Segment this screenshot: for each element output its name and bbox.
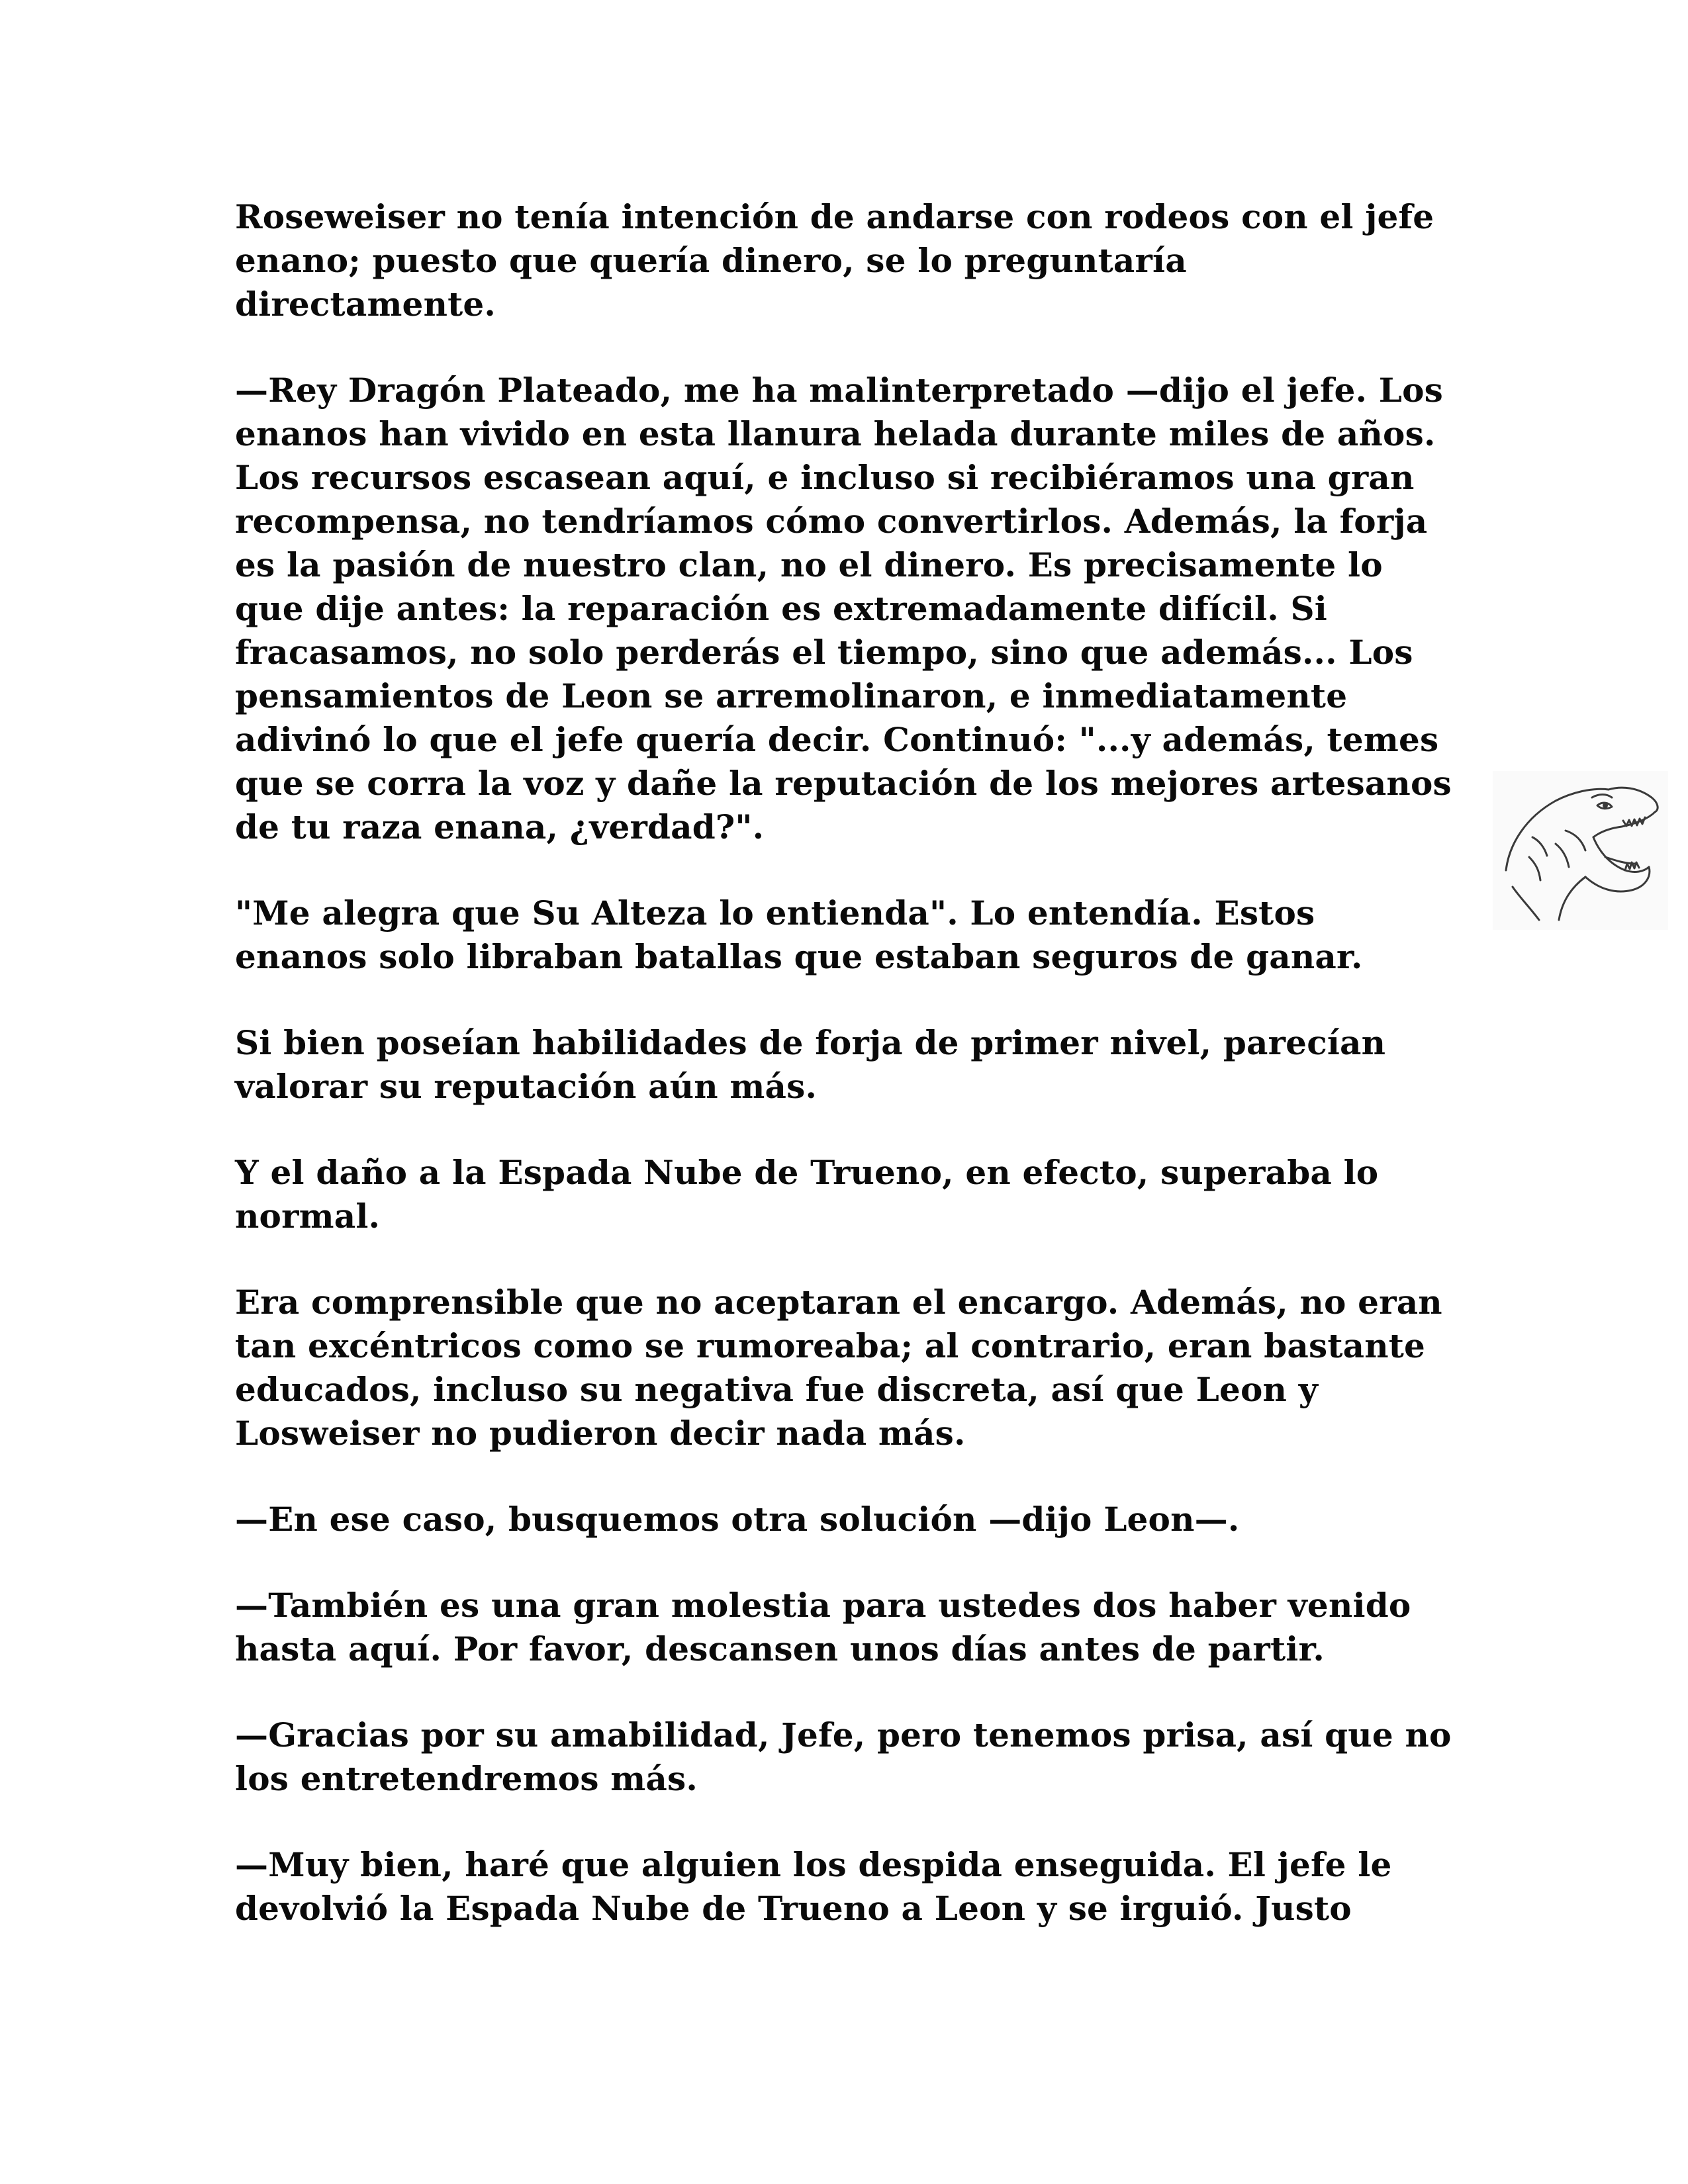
paragraph-8: —También es una gran molestia para ustedes dos haber venido hasta aquí. Por favor, descansen unos días antes de partir. xyxy=(235,1586,1411,1668)
paragraph-1: Roseweiser no tenía intención de andarse con rodeos con el jefe enano; puesto que quería dinero, se lo preguntaría directamente. xyxy=(235,197,1434,324)
paragraph-4: Si bien poseían habilidades de forja de primer nivel, parecían valorar su reputación aún más. xyxy=(235,1023,1386,1106)
document-body xyxy=(235,195,1456,1973)
paragraph-3: "Me alegra que Su Alteza lo entienda". Lo entendía. Estos enanos solo libraban batallas que estaban seguros de ganar. xyxy=(235,893,1363,976)
dinosaur-head-sketch-icon xyxy=(1493,771,1668,930)
paragraph-6: Era comprensible que no aceptaran el encargo. Además, no eran tan excéntricos como se rumoreaba; al contrario, eran bastante educados, incluso su negativa fue discreta, así que Leon y Losweiser no pudieron decir nada más. xyxy=(235,1283,1442,1453)
paragraph-2: —Rey Dragón Plateado, me ha malinterpretado —dijo el jefe. Los enanos han vivido en esta llanura helada durante miles de años. Los recursos escasean aquí, e incluso si recibiéramos una gran recompensa, no tendríamos cómo convertirlos. Además, la forja es la pasión de nuestro clan, no el dinero. Es precisamente lo que dije antes: la reparación es extremadamente difícil. Si fracasamos, no solo perderás el tiempo, sino que además... Los pensamientos de Leon se arremolinaron, e inmediatamente adivinó lo que el jefe quería decir. Continuó: "...y además, temes que se corra la voz y dañe la reputación de los mejores artesanos de tu raza enana, ¿verdad?". xyxy=(235,371,1452,846)
paragraph-10: —Muy bien, haré que alguien los despida enseguida. El jefe le devolvió la Espada Nube de Trueno a Leon y se irguió. Justo xyxy=(235,1845,1392,1928)
paragraph-5: Y el daño a la Espada Nube de Trueno, en efecto, superaba lo normal. xyxy=(235,1153,1379,1236)
paragraph-9: —Gracias por su amabilidad, Jefe, pero tenemos prisa, así que no los entretendremos más. xyxy=(235,1715,1452,1798)
paragraph-7: —En ese caso, busquemos otra solución —dijo Leon—. xyxy=(235,1500,1240,1539)
